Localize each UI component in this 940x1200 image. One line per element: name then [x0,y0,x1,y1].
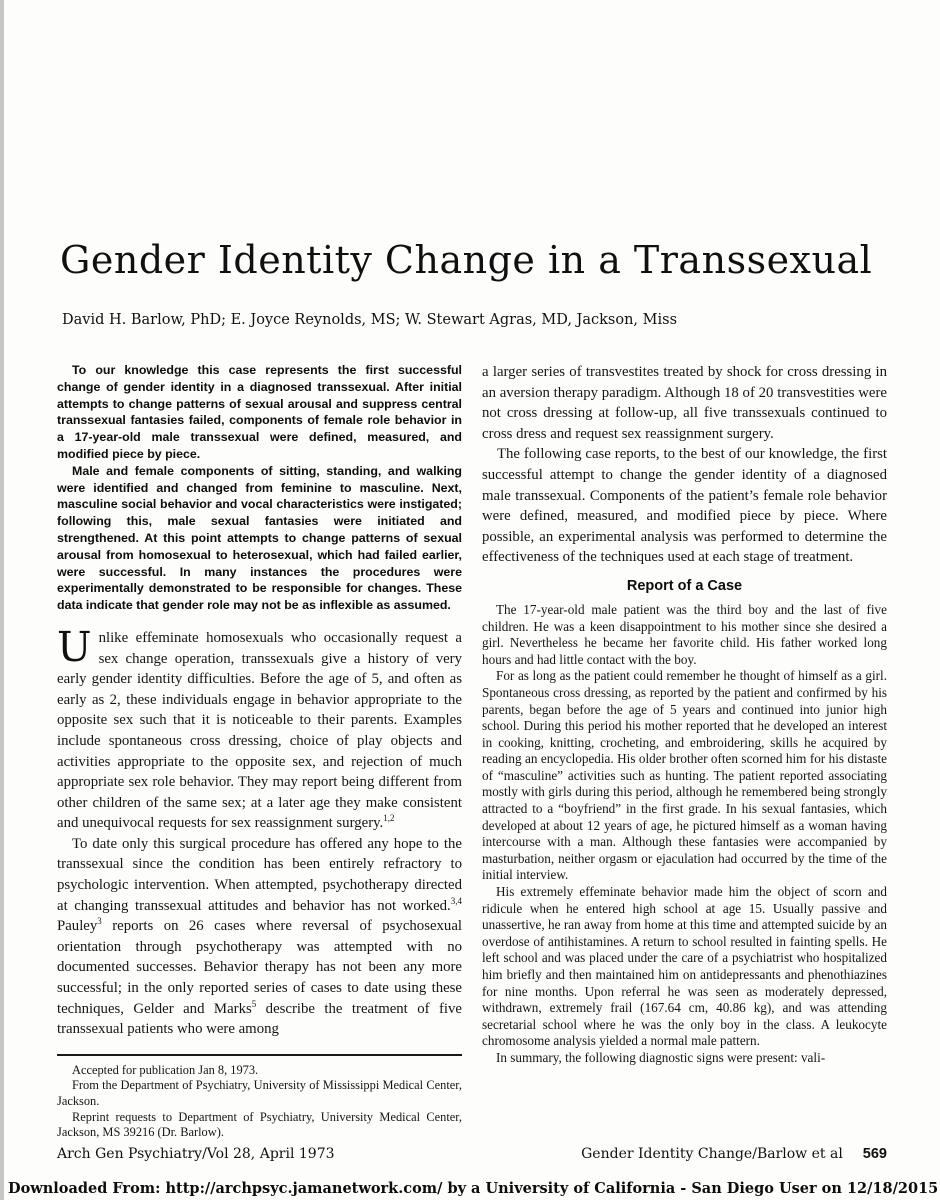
right-column [482,362,887,1141]
scan-edge-artifact [0,0,4,1200]
left-column [57,362,462,1141]
introduction-text [57,622,462,1040]
article-byline: David H. Barlow, PhD; E. Joyce Reynolds, MS; W. Stewart Agras, MD, Jackson, Miss [62,312,678,328]
body-paragraph: The following case reports, to the best of our knowledge, the first successful attempt to change the gender identity of a diagnosed male transsexual. Components of the patient’s female role behavior were defined, measured, and modified piece by piece. Where possible, an experimental analysis was performed to determine the effectiveness of the techniques used at each stage of treatment. [482,446,887,566]
case-paragraph: The 17-year-old male patient was the third boy and the last of five children. He was a keen disappointment to his mother since she desired a girl. Nevertheless he became her favorite child. His father worked long hours and had little contact with the boy. [482,601,887,667]
running-head: Gender Identity Change/Barlow et al [581,1146,843,1162]
download-watermark: Downloaded From: http://archpsyc.jamanetwork.com/ by a University of California - San Diego User on 12/18/2015 [8,1180,939,1197]
intro-paragraph: To date only this surgical procedure has offered any hope to the transsexual since the condition has been entirely refractory to psychologic intervention. When attempted, psychotherapy directed at changing transsexual attitudes and behavior has not worked.$^{3,4}$ Pauley$^3$ reports on 26 cases where reversal of psychosexual orientation through psychotherapy was attempted with no documented successes. Behavior therapy has not been any more successful; in the only reported series of cases to date using these techniques, Gelder and Marks$^5$ describe the treatment of five transsexual patients who were among [57,835,462,1038]
article-title: Gender Identity Change in a Transsexual [60,238,873,282]
footer-right-group [581,1146,887,1162]
footnote-block [57,1054,462,1141]
case-report-text [482,602,887,1067]
section-heading-report-of-a-case: Report of a Case [626,577,743,594]
page-footer [57,1146,887,1162]
abstract-paragraph: Male and female components of sitting, standing, and walking were identified and changed from feminine to masculine. Next, masculine social behavior and vocal characteristics were instigated; following this, male sexual fantasies were initiated and strengthened. At this point attempts to change patterns of sexual arousal from homosexual to heterosexual, which had failed earlier, were successful. In many instances the procedures were experimentally demonstrated to be responsible for changes. These data indicate that gender role may not be as inflexible as assumed. [57,463,462,613]
drop-cap: U [57,622,92,671]
abstract-paragraph: To our knowledge this case represents the first successful change of gender identity in a diagnosed transsexual. After initial attempts to change patterns of sexual arousal and suppress central transsexual fantasies failed, components of female role behavior in a 17-year-old male transsexual were defined, measured, and modified piece by piece. [57,363,462,461]
intro-paragraph [57,622,462,834]
journal-citation: Arch Gen Psychiatry/Vol 28, April 1973 [57,1146,335,1162]
body-paragraph: a larger series of transvestites treated by shock for cross dressing in an aversion therapy paradigm. Although 18 of 20 transvestities were not cross dressing at follow-up, all five transsexuals continued to cross dress and request sex reassignment surgery. [482,364,887,442]
abstract-block [57,362,462,614]
footnote-affiliation: From the Department of Psychiatry, University of Mississippi Medical Center, Jackson. [57,1078,462,1109]
case-paragraph: For as long as the patient could remember he thought of himself as a girl. Spontaneous cross dressing, as reported by the patient and confirmed by his parents, began before the age of 5 years and continued into junior high school. During this period his mother reported that he developed an interest in cooking, knitting, crocheting, and embroidering, skills he acquired by reading an encyclopedia. His older brother often scorned him for his distaste of “masculine” activities such as hunting. The patient reported associating mostly with girls during this period, although he remembered being strongly attracted to a “boyfriend” in the first grade. In his sexual fantasies, which developed at about 12 years of age, he pictured himself as a woman having intercourse with a man. Although these fantasies were accompanied by masturbation, neither orgasm or ejaculation had occurred by the time of the initial interview. [482,668,887,883]
case-paragraph: His extremely effeminate behavior made him the object of scorn and ridicule when he entered high school at age 15. Usually passive and unassertive, he ran away from home at this time and attempted suicide by an overdose of antihistamines. A return to school resulted in fainting spells. He left school and was placed under the care of a psychiatrist who hospitalized him briefly and then maintained him on antidepressants and phenothiazines for nine months. Upon referral he was seen as moderately depressed, withdrawn, extremely frail (167.64 cm, 40.86 kg), and was attending secretarial school where he was the only boy in the class. A leukocyte chromosome analysis yielded a normal male pattern. [482,884,887,1049]
intro-paragraph-text: nlike effeminate homosexuals who occasionally request a sex change operation, transsexuals give a history of very early gender identity difficulties. Before the age of 5, and often as early as 2, these individuals engage in behavior appropriate to the opposite sex such that it is noticeable to their parents. Examples include spontaneous cross dressing, choice of play objects and activities appropriate to the opposite sex, and rejection of much appropriate sex role behavior. They may report being different from other children of the same sex; at a later age they make consistent and unequivocal requests for sex reassignment surgery.$^{1,2}$ [57,629,462,832]
footnote-accepted: Accepted for publication Jan 8, 1973. [72,1062,259,1077]
footnote-reprints: Reprint requests to Department of Psychiatry, University Medical Center, Jackson, MS 39216 (Dr. Barlow). [57,1109,462,1140]
case-paragraph: In summary, the following diagnostic signs were present: vali- [496,1049,826,1065]
two-column-layout [57,362,887,1141]
continuation-text [482,362,887,568]
page-number: 569 [862,1146,887,1162]
